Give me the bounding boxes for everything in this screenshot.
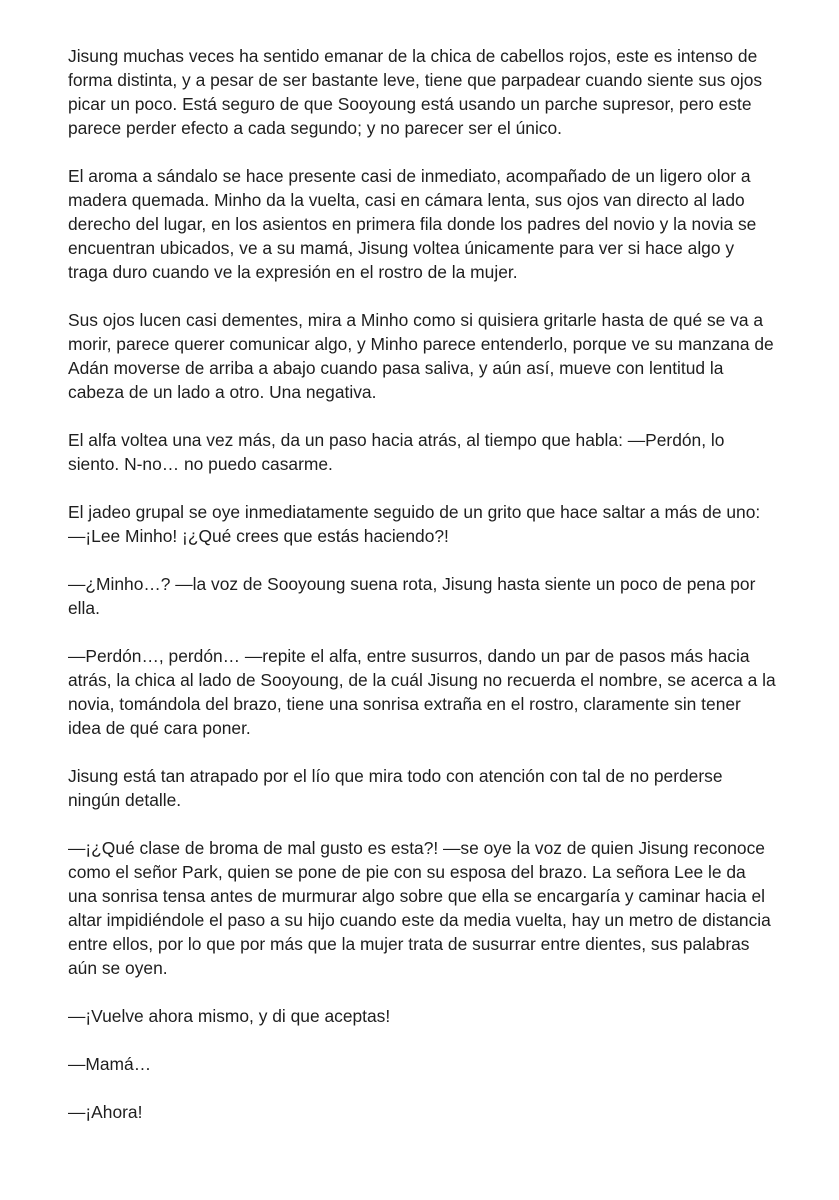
paragraph: —¡¿Qué clase de broma de mal gusto es esta?! —se oye la voz de quien Jisung reconoce como el señor Park, quien se pone de pie con su esposa del brazo. La señora Lee le da una sonrisa tensa antes de murmurar algo sobre que ella se encargaría y caminar hacia el altar impidiéndole el paso a su hijo cuando este da media vuelta, hay un metro de distancia entre ellos, por lo que por más que la mujer trata de susurrar entre dientes, sus palabras aún se oyen.	[68, 838, 771, 978]
paragraph: El alfa voltea una vez más, da un paso hacia atrás, al tiempo que habla: —Perdón, lo siento. N-no… no puedo casarme.	[68, 430, 725, 474]
paragraph: —¿Minho…? —la voz de Sooyoung suena rota, Jisung hasta siente un poco de pena por ella.	[68, 574, 756, 618]
paragraph: —¡Vuelve ahora mismo, y di que aceptas!	[68, 1006, 391, 1026]
paragraph: El jadeo grupal se oye inmediatamente seguido de un grito que hace saltar a más de uno: —¡Lee Minho! ¡¿Qué crees que estás haciendo?!	[68, 502, 761, 546]
paragraph: —Mamá…	[68, 1054, 152, 1074]
paragraph: —Perdón…, perdón… —repite el alfa, entre susurros, dando un par de pasos más hacia atrás, la chica al lado de Sooyoung, de la cuál Jisung no recuerda el nombre, se acerca a la novia, tomándola del brazo, tiene una sonrisa extraña en el rostro, claramente sin tener idea de qué cara poner.	[68, 646, 776, 738]
paragraph: Jisung está tan atrapado por el lío que mira todo con atención con tal de no perderse ningún detalle.	[68, 766, 723, 810]
paragraph: El aroma a sándalo se hace presente casi de inmediato, acompañado de un ligero olor a madera quemada. Minho da la vuelta, casi en cámara lenta, sus ojos van directo al lado derecho del lugar, en los asientos en primera fila donde los padres del novio y la novia se encuentran ubicados, ve a su mamá, Jisung voltea únicamente para ver si hace algo y traga duro cuando ve la expresión en el rostro de la mujer.	[68, 166, 757, 282]
paragraph: Sus ojos lucen casi dementes, mira a Minho como si quisiera gritarle hasta de qué se va a morir, parece querer comunicar algo, y Minho parece entenderlo, porque ve su manzana de Adán moverse de arriba a abajo cuando pasa saliva, y aún así, mueve con lentitud la cabeza de un lado a otro. Una negativa.	[68, 310, 774, 402]
document-body	[68, 44, 776, 1148]
paragraph: Jisung muchas veces ha sentido emanar de la chica de cabellos rojos, este es intenso de forma distinta, y a pesar de ser bastante leve, tiene que parpadear cuando siente sus ojos picar un poco. Está seguro de que Sooyoung está usando un parche supresor, pero este parece perder efecto a cada segundo; y no parecer ser el único.	[68, 46, 763, 138]
paragraph: —¡Ahora!	[68, 1102, 143, 1122]
